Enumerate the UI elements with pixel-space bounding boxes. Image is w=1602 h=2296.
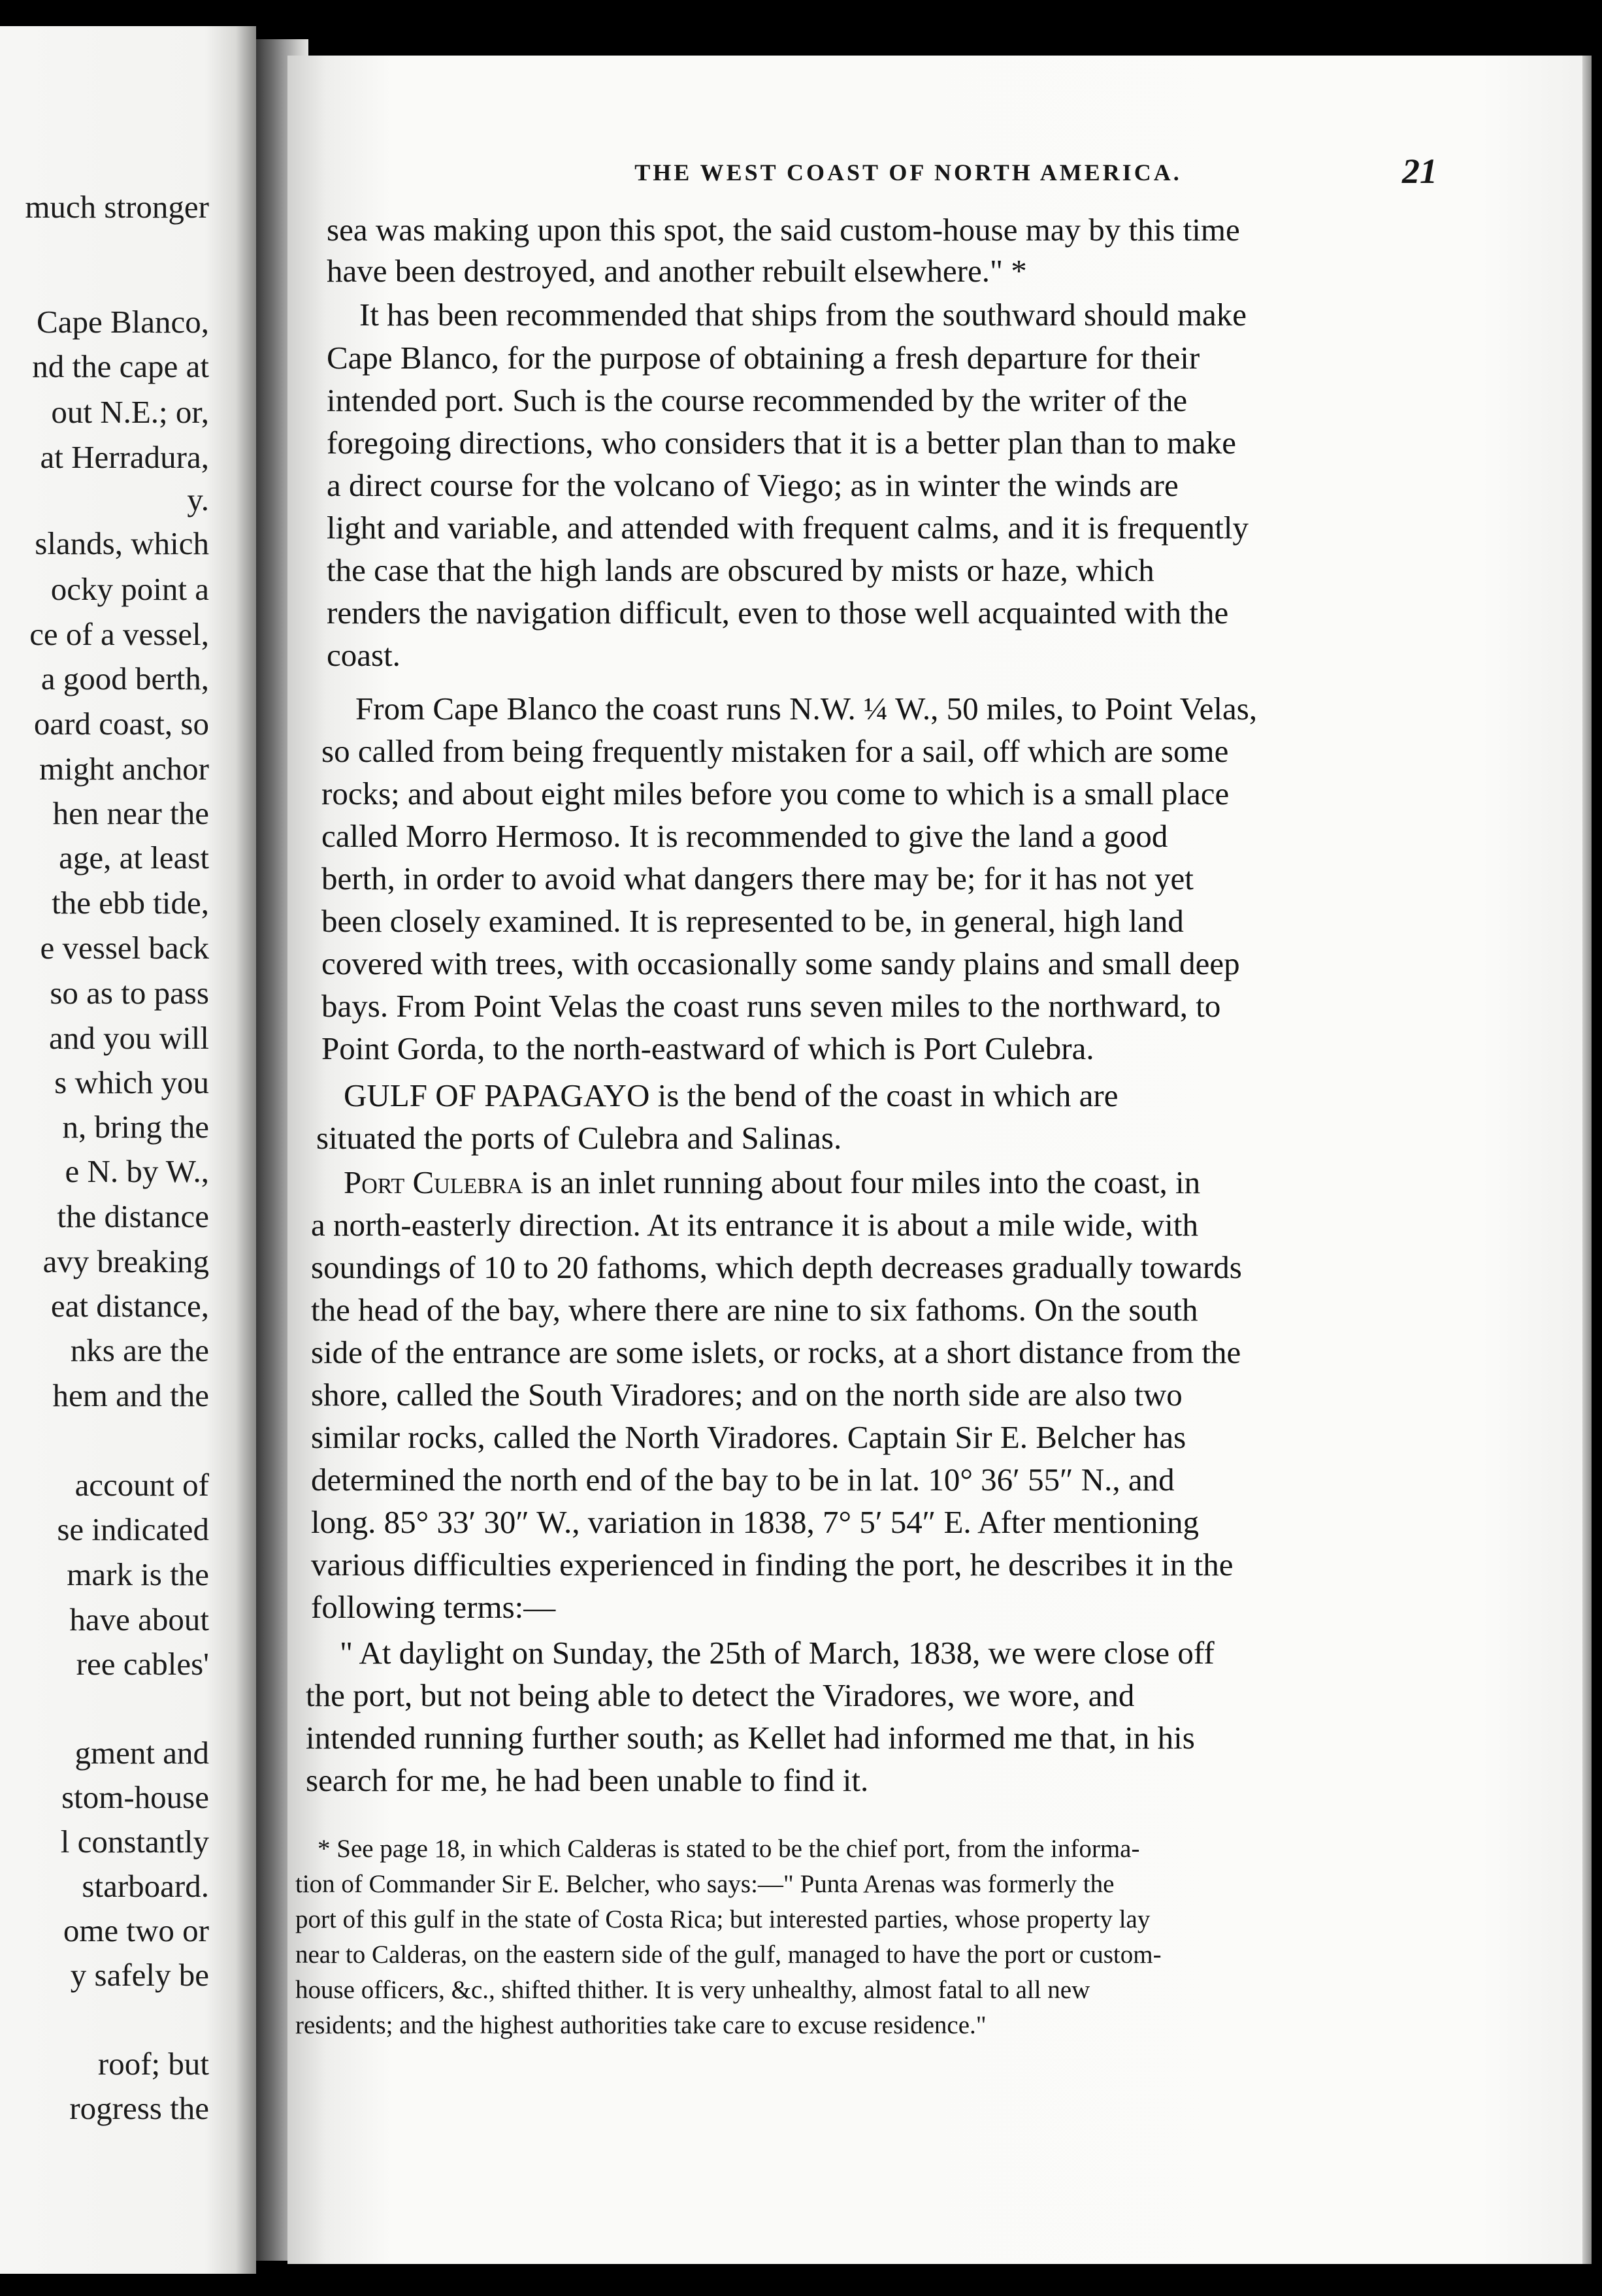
body-line: intended port. Such is the course recommended by the writer of the xyxy=(327,382,1188,418)
body-line: From Cape Blanco the coast runs N.W. ¼ W., 50 miles, to Point Velas, xyxy=(355,691,1258,727)
left-line: out N.E.; or, xyxy=(51,394,209,430)
section-heading-line xyxy=(344,1166,1200,1198)
body-line: side of the entrance are some islets, or rocks, at a short distance from the xyxy=(311,1334,1241,1370)
body-line: intended running further south; as Kellet had informed me that, in his xyxy=(306,1720,1195,1756)
left-line: nks are the xyxy=(70,1332,209,1368)
footnote-line: * See page 18, in which Calderas is stated to be the chief port, from the informa- xyxy=(318,1835,1140,1863)
body-line: search for me, he had been unable to find it. xyxy=(306,1762,869,1798)
left-line: nd the cape at xyxy=(32,348,209,384)
left-page-fragment xyxy=(0,26,256,2274)
body-line: so called from being frequently mistaken for a sail, off which are some xyxy=(321,733,1229,769)
left-line: avy breaking xyxy=(42,1243,209,1279)
body-line: the port, but not being able to detect the Viradores, we wore, and xyxy=(306,1677,1135,1713)
left-line: slands, which xyxy=(35,525,209,561)
left-line: oard coast, so xyxy=(33,706,209,742)
body-line: coast. xyxy=(327,637,400,673)
body-line: bays. From Point Velas the coast runs seven miles to the northward, to xyxy=(321,988,1221,1024)
left-line: Cape Blanco, xyxy=(37,304,209,340)
body-line: Point Gorda, to the north-eastward of which is Port Culebra. xyxy=(321,1030,1094,1066)
body-line: following terms:— xyxy=(311,1589,556,1625)
left-line: and you will xyxy=(49,1020,209,1056)
footnote-line: near to Calderas, on the eastern side of the gulf, managed to have the port or custom- xyxy=(295,1941,1162,1969)
body-line: determined the north end of the bay to be in lat. 10° 36′ 55″ N., and xyxy=(311,1462,1175,1498)
left-line: gment and xyxy=(74,1735,209,1771)
body-line: a north-easterly direction. At its entrance it is about a mile wide, with xyxy=(311,1207,1199,1243)
body-line: situated the ports of Culebra and Salinas. xyxy=(316,1120,842,1156)
page-edge-shadow xyxy=(1582,56,1592,2264)
body-line: foregoing directions, who considers that it is a better plan than to make xyxy=(327,425,1237,461)
body-line: called Morro Hermoso. It is recommended to give the land a good xyxy=(321,818,1168,854)
left-line: the ebb tide, xyxy=(52,885,209,921)
left-line: a good berth, xyxy=(41,661,209,697)
left-line: account of xyxy=(74,1467,209,1503)
left-line: have about xyxy=(69,1601,209,1637)
left-line: se indicated xyxy=(57,1511,209,1547)
right-page xyxy=(287,56,1586,2264)
body-line: light and variable, and attended with frequent calms, and it is frequently xyxy=(327,510,1249,546)
body-line: the case that the high lands are obscured by mists or haze, which xyxy=(327,552,1154,588)
left-line: y safely be xyxy=(70,1957,209,1993)
left-line: e vessel back xyxy=(40,930,209,966)
body-line: " At daylight on Sunday, the 25th of March, 1838, we were close off xyxy=(340,1635,1215,1671)
left-line: l constantly xyxy=(60,1824,209,1860)
left-line: ree cables' xyxy=(76,1646,209,1682)
left-line: starboard. xyxy=(82,1868,209,1904)
left-line: stom-house xyxy=(61,1779,209,1815)
left-line: s which you xyxy=(54,1064,209,1100)
left-line: rogress the xyxy=(69,2090,209,2126)
left-line: n, bring the xyxy=(62,1109,209,1145)
body-line: covered with trees, with occasionally some sandy plains and small deep xyxy=(321,945,1240,981)
left-line: roof; but xyxy=(97,2046,209,2082)
body-line: soundings of 10 to 20 fathoms, which depth decreases gradually towards xyxy=(311,1249,1242,1285)
section-heading: GULF OF PAPAGAYO xyxy=(344,1077,650,1113)
body-line: renders the navigation difficult, even to those well acquainted with the xyxy=(327,595,1229,631)
left-line: eat distance, xyxy=(50,1288,209,1324)
body-line: Cape Blanco, for the purpose of obtaining a fresh departure for their xyxy=(327,340,1200,376)
section-heading: Port Culebra xyxy=(344,1164,523,1200)
left-line: so as to pass xyxy=(50,975,209,1011)
left-line: ce of a vessel, xyxy=(29,616,209,652)
left-line: age, at least xyxy=(59,840,209,876)
left-line: at Herradura, xyxy=(40,439,209,475)
footnote-line: residents; and the highest authorities take care to excuse residence." xyxy=(295,2011,987,2039)
left-line: might anchor xyxy=(39,751,209,787)
heading-continuation: is an inlet running about four miles into the coast, in xyxy=(523,1164,1201,1200)
left-line: mark is the xyxy=(67,1556,209,1592)
body-line: various difficulties experienced in finding the port, he describes it in the xyxy=(311,1547,1234,1583)
body-line: rocks; and about eight miles before you come to which is a small place xyxy=(321,776,1230,812)
left-line: hem and the xyxy=(52,1377,209,1413)
footnote-line: port of this gulf in the state of Costa Rica; but interested parties, whose property lay xyxy=(295,1905,1151,1933)
body-line: shore, called the South Viradores; and on the north side are also two xyxy=(311,1377,1183,1413)
section-heading-line xyxy=(344,1079,1119,1111)
heading-continuation: is the bend of the coast in which are xyxy=(649,1077,1119,1113)
footnote-line: house officers, &c., shifted thither. It is very unhealthy, almost fatal to all new xyxy=(295,1976,1090,2004)
running-title: THE WEST COAST OF NORTH AMERICA. xyxy=(634,159,1182,186)
body-line: have been destroyed, and another rebuilt elsewhere." * xyxy=(327,253,1027,289)
page-number: 21 xyxy=(1402,152,1437,191)
left-line: ome two or xyxy=(63,1912,209,1948)
body-line: berth, in order to avoid what dangers there may be; for it has not yet xyxy=(321,861,1194,896)
left-line: y. xyxy=(187,482,209,517)
body-line: long. 85° 33′ 30″ W., variation in 1838, 7° 5′ 54″ E. After mentioning xyxy=(311,1504,1200,1540)
footnote-line: tion of Commander Sir E. Belcher, who says:—" Punta Arenas was formerly the xyxy=(295,1870,1115,1898)
body-line: a direct course for the volcano of Viego; as in winter the winds are xyxy=(327,467,1179,503)
left-line: much stronger xyxy=(25,189,209,225)
left-line: ocky point a xyxy=(50,571,209,607)
body-line: It has been recommended that ships from the southward should make xyxy=(359,297,1247,333)
left-line: hen near the xyxy=(52,795,209,831)
body-line: been closely examined. It is represented to be, in general, high land xyxy=(321,903,1184,939)
body-line: the head of the bay, where there are nine to six fathoms. On the south xyxy=(311,1292,1198,1328)
left-line: e N. by W., xyxy=(65,1153,209,1189)
left-line: the distance xyxy=(57,1198,209,1234)
body-line: similar rocks, called the North Viradores. Captain Sir E. Belcher has xyxy=(311,1419,1186,1455)
body-line: sea was making upon this spot, the said custom-house may by this time xyxy=(327,212,1240,248)
